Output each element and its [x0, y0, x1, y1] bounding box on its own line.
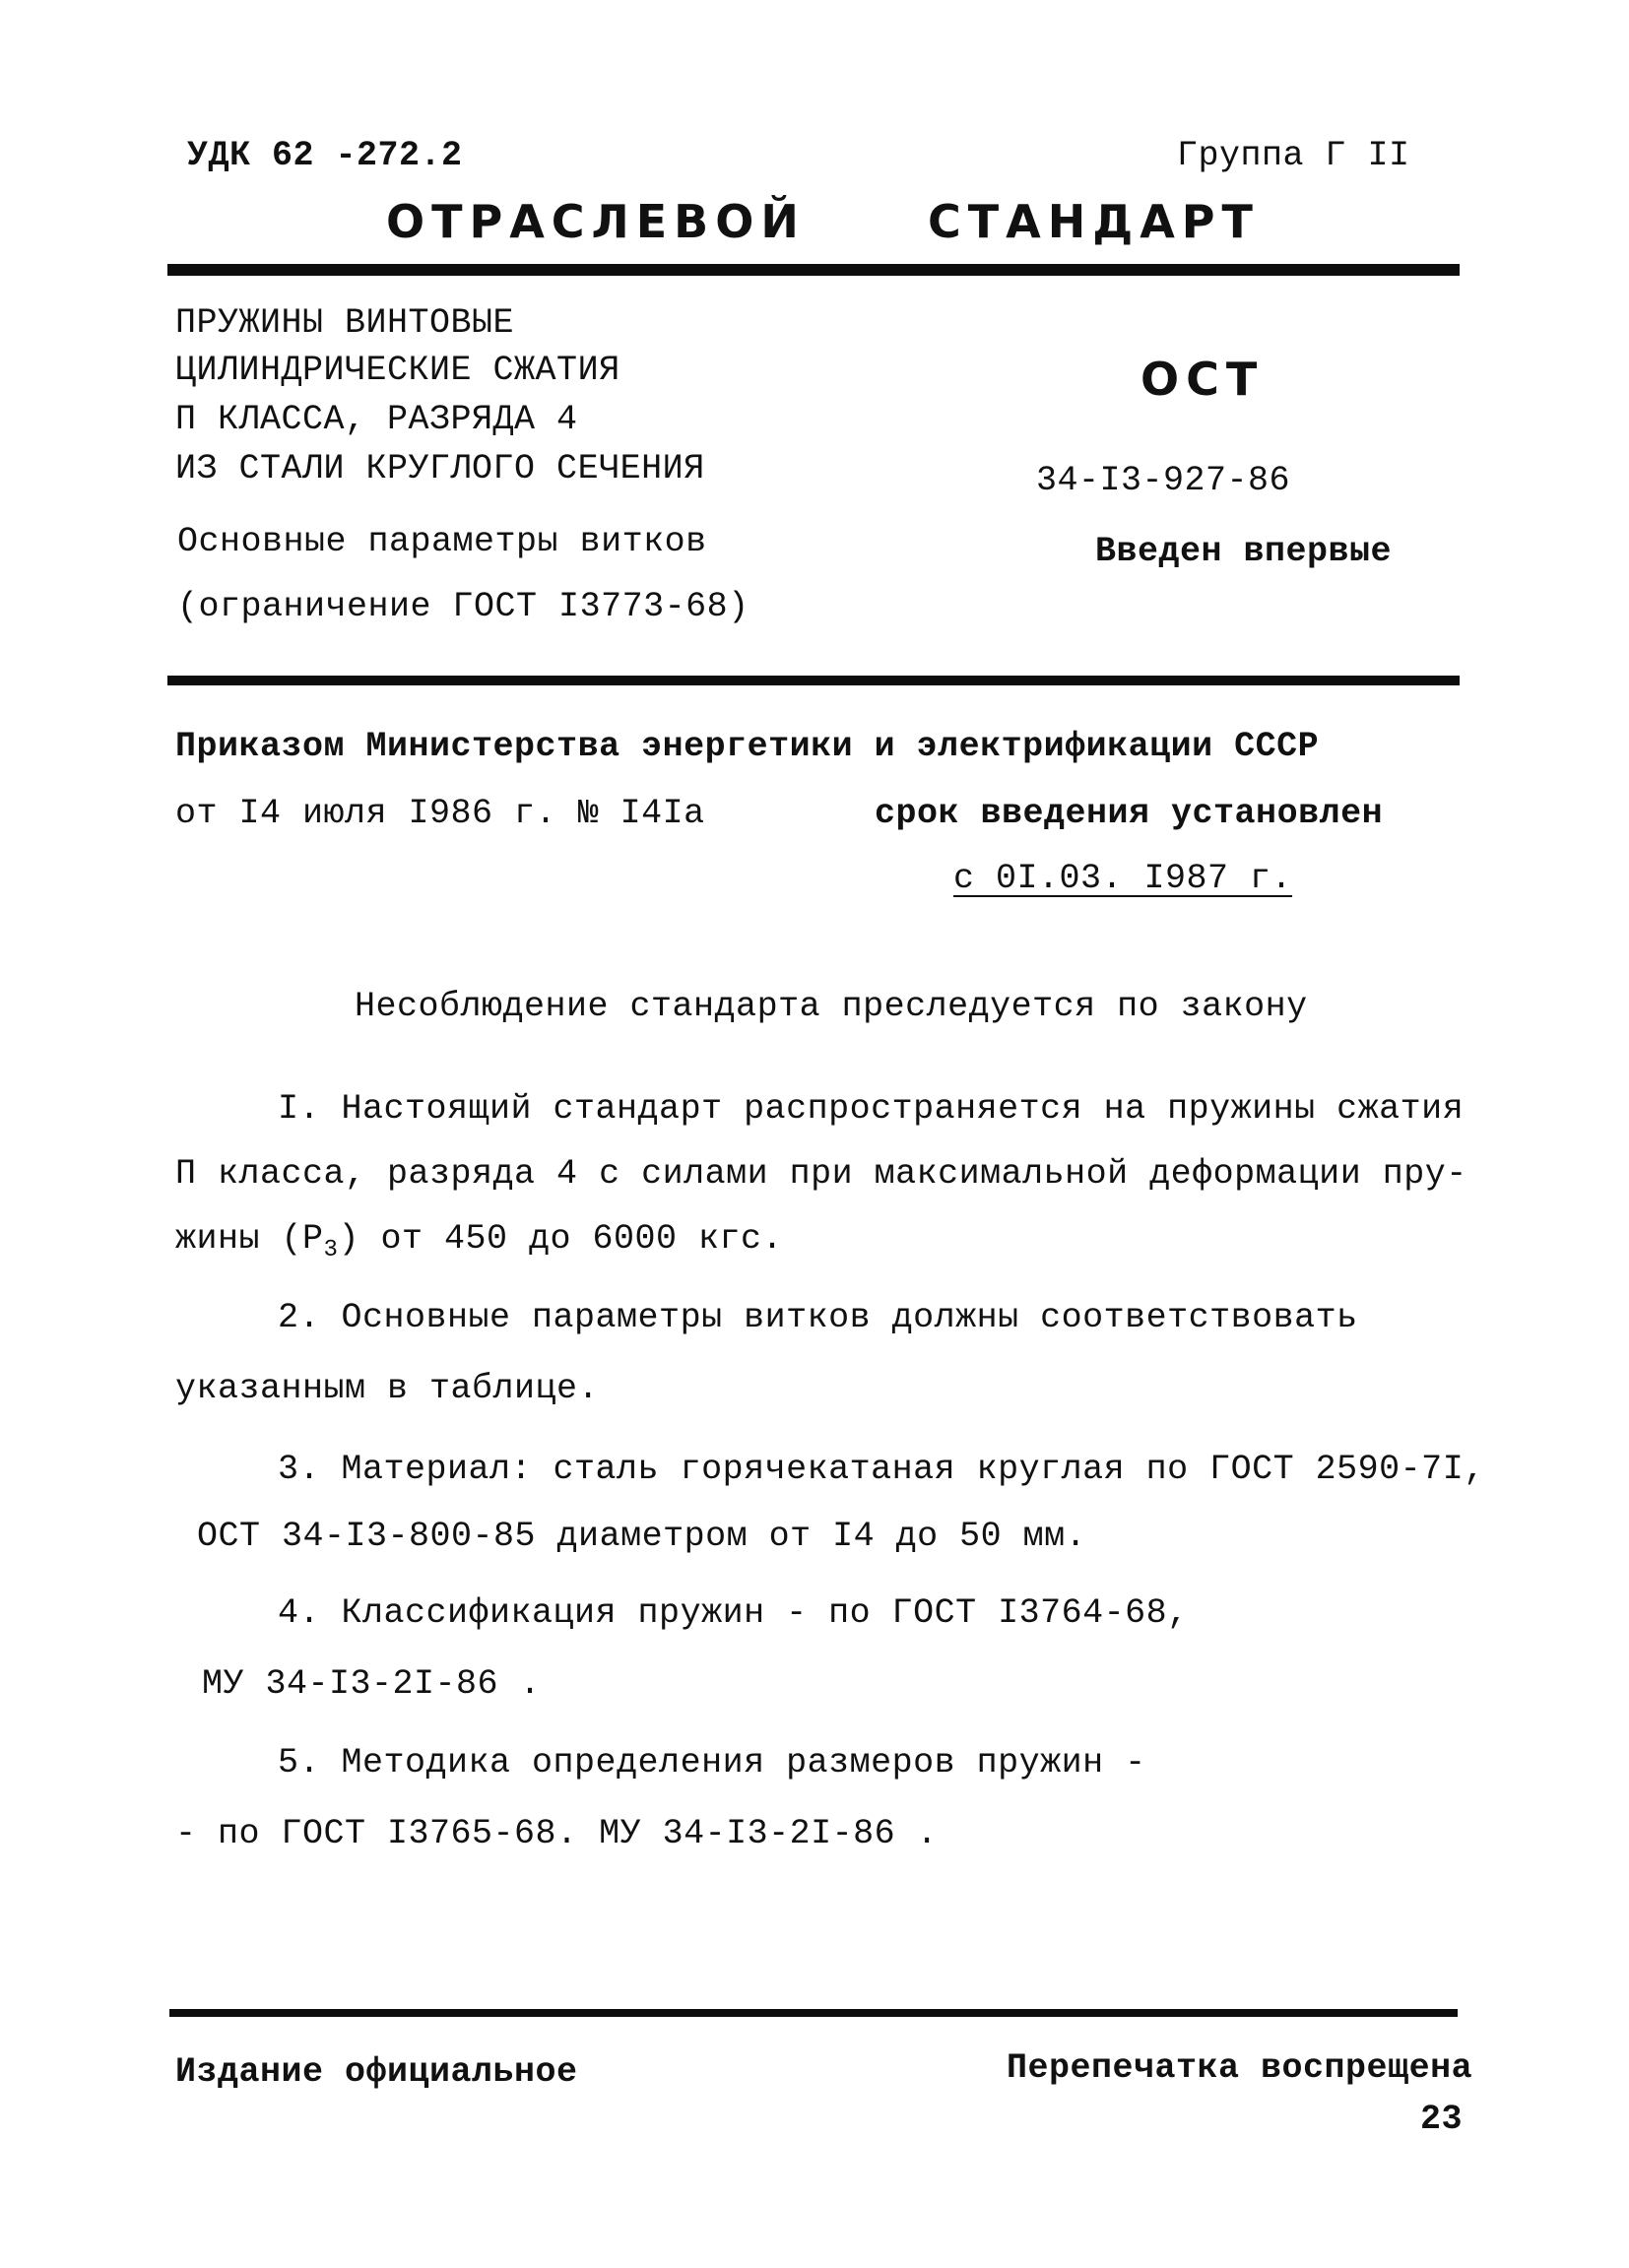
list-item: 3. Материал: сталь горячекатаная круглая по ГОСТ 2590-7I, — [278, 1450, 1485, 1489]
list-item: I. Настоящий стандарт распространяется на пружины сжатия — [278, 1089, 1465, 1129]
list-item-cont: ОСТ 34-I3-800-85 диаметром от I4 до 50 мм. — [197, 1517, 1087, 1556]
warning-text: Несоблюдение стандарта преследуется по закону — [355, 987, 1308, 1026]
list-item-cont: - по ГОСТ I3765-68. МУ 34-I3-2I-86 . — [175, 1814, 939, 1853]
order-term: срок введения установлен — [875, 794, 1384, 833]
top-rule — [167, 264, 1460, 276]
list-item: 4. Классификация пружин - по ГОСТ I3764-68, — [278, 1593, 1189, 1633]
ost-number: 34-I3-927-86 — [1036, 461, 1291, 500]
list-item-cont: указанным в таблице. — [175, 1369, 600, 1408]
footer-official: Издание официальное — [175, 2052, 578, 2092]
effective-date: с 0I.03. I987 г. — [953, 859, 1293, 898]
page-number: 23 — [1420, 2100, 1464, 2139]
subject-restriction: (ограничение ГОСТ I3773-68) — [177, 587, 749, 626]
ost-label: ОСТ — [1140, 353, 1265, 406]
subject-line: ЦИЛИНДРИЧЕСКИЕ СЖАТИЯ — [175, 351, 620, 390]
subject-subtitle: Основные параметры витков — [177, 522, 707, 561]
footer-rule — [169, 2009, 1458, 2017]
udk-code: УДК 62 -272.2 — [187, 136, 463, 175]
list-item-cont: МУ 34-I3-2I-86 . — [202, 1664, 542, 1704]
list-item: 2. Основные параметры витков должны соответствовать — [278, 1298, 1358, 1337]
middle-rule — [167, 676, 1460, 685]
list-item-cont: жины $(Р_3)$ от 450 до 6000 кгс. — [175, 1219, 784, 1264]
list-item-cont: П класса, разряда 4 с силами при максимальной деформации пру- — [175, 1154, 1467, 1194]
subject-line: ИЗ СТАЛИ КРУГЛОГО СЕЧЕНИЯ — [175, 449, 705, 488]
introduced-note: Введен впервые — [1095, 532, 1393, 571]
subject-line: П КЛАССА, РАЗРЯДА 4 — [175, 400, 578, 439]
title-right: СТАНДАРТ — [928, 195, 1260, 248]
group-code: Группа Г II — [1177, 136, 1410, 175]
subject-line: ПРУЖИНЫ ВИНТОВЫЕ — [175, 303, 515, 343]
order-date: от I4 июля I986 г. № I4Iа — [175, 794, 705, 833]
order-line: Приказом Министерства энергетики и электрификации СССР — [175, 727, 1320, 766]
list-item: 5. Методика определения размеров пружин - — [278, 1743, 1146, 1782]
title-left: ОТРАСЛЕВОЙ — [386, 195, 806, 248]
footer-reprint: Перепечатка воспрещена — [1007, 2048, 1473, 2088]
